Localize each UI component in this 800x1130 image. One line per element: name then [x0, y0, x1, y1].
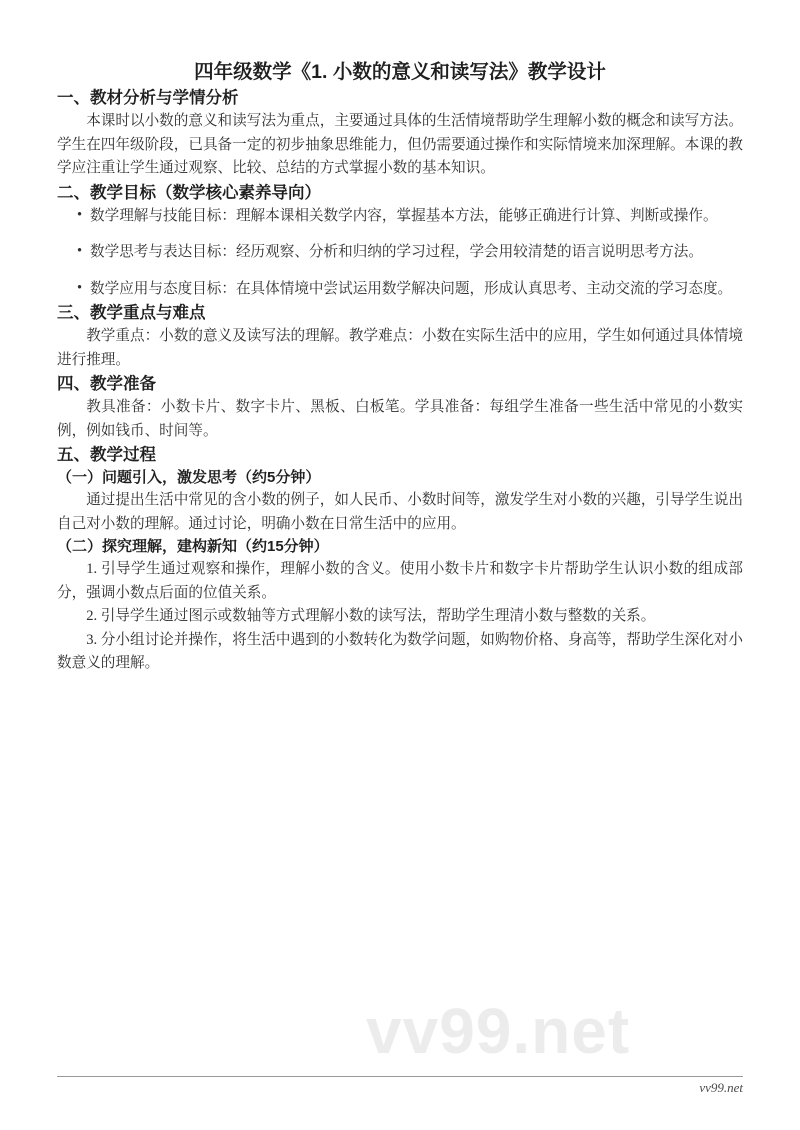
- list-item-text: 数学应用与态度目标：在具体情境中尝试运用数学解决问题，形成认真思考、主动交流的学习态度。: [90, 280, 733, 297]
- paragraph-process-step-2: 2. 引导学生通过图示或数轴等方式理解小数的读写法，帮助学生理清小数与整数的关系。: [86, 608, 656, 624]
- paragraph-process-step-3: 3. 分小组讨论并操作，将生活中遇到的小数转化为数学问题，如购物价格、身高等，帮助学生深化对小数意义的理解。: [57, 631, 743, 671]
- paragraph-teaching-preparation: 教具准备：小数卡片、数字卡片、黑板、白板笔。学具准备：每组学生准备一些生活中常见的小数实例，例如钱币、时间等。: [57, 399, 743, 439]
- list-item-text: 数学理解与技能目标：理解本课相关数学内容，掌握基本方法，能够正确进行计算、判断或操作。: [90, 207, 718, 224]
- footer-divider: [57, 1076, 743, 1077]
- subsection-heading-explore-understanding: （二）探究理解，建构新知（约15分钟）: [57, 538, 329, 555]
- document-content: [0, 58, 800, 676]
- page-footer: [57, 1076, 743, 1096]
- page-title: 四年级数学《1. 小数的意义和读写法》教学设计: [194, 61, 606, 83]
- section-heading-teaching-objectives: 二、教学目标（数学核心素养导向）: [57, 183, 321, 202]
- section-heading-teaching-preparation: 四、教学准备: [57, 375, 156, 393]
- footer-site-label: vv99.net: [699, 1080, 743, 1095]
- subsection-heading-problem-introduction: （一）问题引入，激发思考（约5分钟）: [57, 469, 321, 486]
- section-heading-teaching-process: 五、教学过程: [57, 446, 156, 464]
- list-item-thinking-expression-objective: [57, 241, 743, 265]
- section-heading-key-difficult-points: 三、教学重点与难点: [57, 304, 206, 322]
- paragraph-material-analysis: 本课时以小数的意义和读写法为重点，主要通过具体的生活情境帮助学生理解小数的概念和读写方法。学生在四年级阶段，已具备一定的初步抽象思维能力，但仍需要通过操作和实际情境来加深理解。本课的教学应注重让学生通过观察、比较、总结的方式掌握小数的基本知识。: [57, 113, 743, 176]
- objectives-list: [57, 205, 743, 302]
- list-item-knowledge-skill-objective: [57, 205, 743, 229]
- bullet-icon: •: [77, 243, 83, 259]
- paragraph-process-step-1: 1. 引导学生通过观察和操作，理解小数的含义。使用小数卡片和数字卡片帮助学生认识小数的组成部分，强调小数点后面的位值关系。: [57, 561, 743, 601]
- list-item-application-attitude-objective: [57, 278, 743, 302]
- watermark-text: vv99.net: [366, 995, 631, 1067]
- bullet-icon: •: [77, 279, 83, 296]
- paragraph-problem-introduction: 通过提出生活中常见的含小数的例子，如人民币、小数时间等，激发学生对小数的兴趣，引导学生说出自己对小数的理解。通过讨论，明确小数在日常生活中的应用。: [57, 492, 743, 532]
- list-item-text: 数学思考与表达目标：经历观察、分析和归纳的学习过程，学会用较清楚的语言说明思考方法。: [90, 244, 703, 260]
- section-heading-material-analysis: 一、教材分析与学情分析: [57, 89, 239, 107]
- paragraph-key-difficult-points: 教学重点：小数的意义及读写法的理解。教学难点：小数在实际生活中的应用，学生如何通过具体情境进行推理。: [57, 328, 743, 368]
- bullet-icon: •: [77, 206, 83, 223]
